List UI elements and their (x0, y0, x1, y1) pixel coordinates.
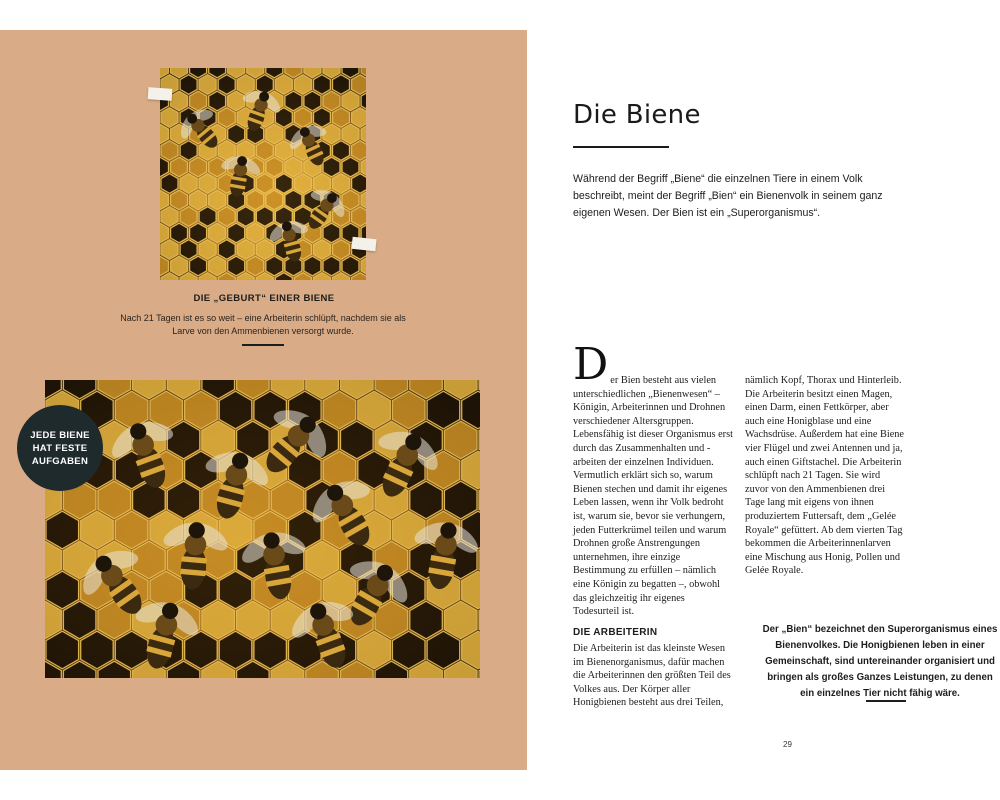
body-column-1 (573, 339, 733, 619)
bees-photo-large (45, 380, 480, 678)
caption-divider (242, 344, 284, 346)
badge-text: JEDE BIENE HAT FESTE AUFGABEN (30, 429, 90, 467)
drop-cap: D (573, 339, 609, 390)
right-page (527, 30, 1000, 770)
pull-quote-divider (866, 700, 906, 702)
photo-caption-title: DIE „GEBURT“ EINER BIENE (193, 293, 335, 304)
page-title: Die Biene (573, 100, 701, 130)
tape-strip (148, 87, 173, 101)
page-number: 29 (783, 740, 792, 749)
honeycomb-bees-image (160, 68, 366, 280)
intro-paragraph: Während der Begriff „Biene“ die einzelnen Tiere in einem Volk beschreibt, meint der Begriff „Bien“ ein Bienenvolk in seinem ganz eigenen Wesen. Der Bien ist ein „Superorganismus“. (573, 173, 883, 219)
bees-on-comb-image (45, 380, 480, 678)
title-underline (573, 146, 669, 148)
section-heading: DIE ARBEITERIN (573, 627, 658, 638)
photo-caption-text: Nach 21 Tagen ist es so weit – eine Arbeiterin schlüpft, nachdem sie als Larve von den Ammenbienen versorgt wurde. (120, 313, 406, 336)
body-column-2-text: nämlich Kopf, Thorax und Hinterleib. Die Arbeiterin besitzt einen Magen, einen Darm, einen Fettkörper, aber auch eine Honigblase und eine Wachsdrüse. Außerdem hat eine Biene vier Flügel und zwei Antennen und ja, auch einen Giftstachel. Die Arbeiterin schlüpft nach 21 Tagen. Sie wird zuvor von den Ammenbienen drei Tage lang mit eigens von ihnen produziertem Futtersaft, dem „Gelée Royale“ gefüttert. Ab dem vierten Tag bekommen die Arbeiterinnenlarven eine Mischung aus Honig, Pollen und Gelée Royale. (745, 375, 905, 577)
body-column-1-text: er Bien besteht aus vielen unterschiedlichen „Bienenwesen“ – Königin, Arbeiterinnen und Drohnen verschiedener Altersgruppen. Lebensfähig ist dieser Organismus erst durch das Zusammenhalten und -arbeiten der einzelnen Individuen. Vermutlich erklärt sich so, warum Bienen stechen und damit ihr eigenes Leben lassen, wenn ihr Volk bedroht ist, warum sie, bevor sie verhungern, jeden Futterkrümel teilen und warum Drohnen große Anstrengungen unternehmen, ihre einzige Bestimmung zu erfüllen – nämlich eine Königin zu begatten –, obwohl das gleichzeitig ihr eigenes Todesurteil ist. (573, 375, 733, 618)
tape-strip (351, 237, 376, 251)
honeycomb-photo-small (160, 68, 366, 280)
section-text: Die Arbeiterin ist das kleinste Wesen im Bienenorganismus, dafür machen die Arbeiterinnen den größten Teil des Volkes aus. Der Körper aller Honigbienen besteht aus drei Teilen, (573, 643, 731, 709)
info-badge (17, 405, 103, 491)
body-column-2 (745, 374, 905, 578)
pull-quote: Der „Bien“ bezeichnet den Superorganismus eines Bienenvolkes. Die Honigbienen leben in einer Gemeinschaft, sind untereinander organisiert und bringen als großes Ganzes Leistungen, zu denen ein einzelnes Tier nicht fähig wäre. (762, 624, 998, 699)
